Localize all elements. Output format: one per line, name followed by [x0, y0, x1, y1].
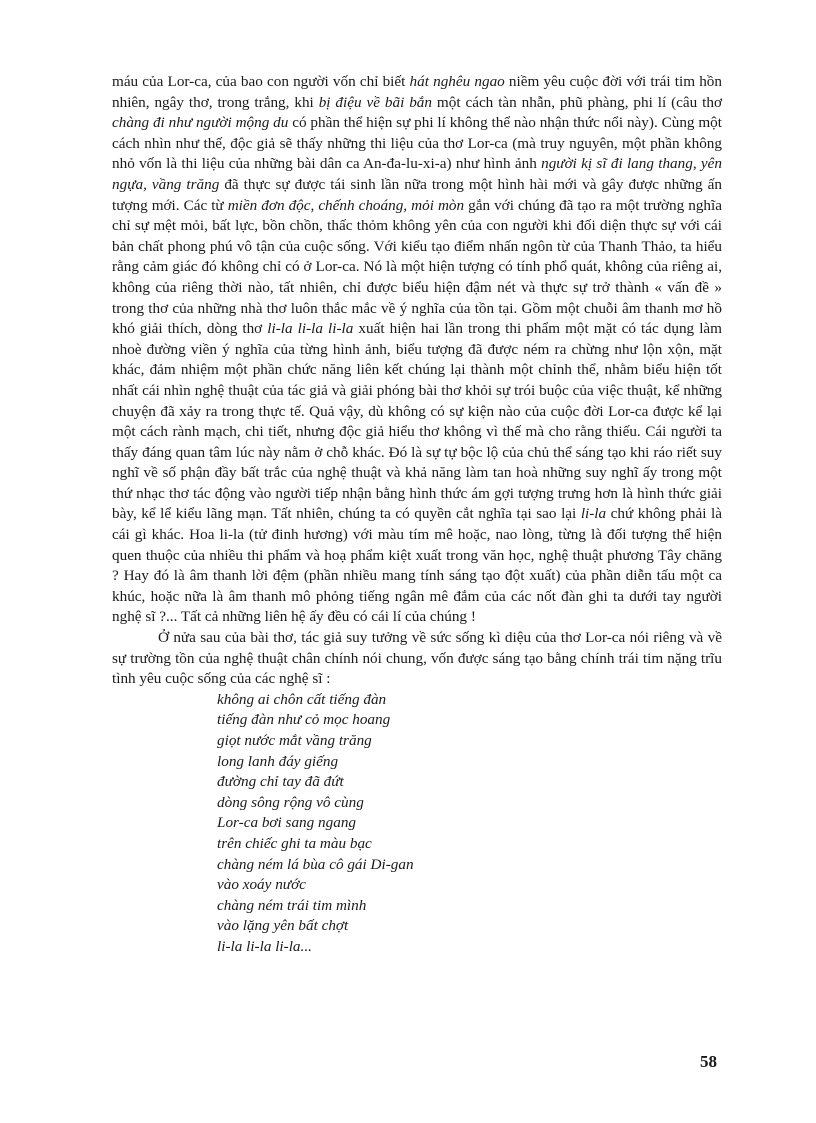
emphasis: li-la: [580, 505, 607, 523]
poem-line: không ai chôn cất tiếng đàn: [217, 690, 387, 708]
text-run: máu của Lor-ca, của bao con người vốn chỉ biết: [112, 73, 410, 90]
poem-line: tiếng đàn như cỏ mọc hoang: [217, 711, 391, 729]
poem-line: đường chỉ tay đã đứt: [217, 773, 344, 791]
poem-line: vào lặng yên bất chợt: [217, 917, 349, 935]
body-text: [112, 72, 722, 690]
emphasis: hát nghêu ngao: [409, 73, 505, 90]
poem-line: chàng ném trái tim mình: [217, 896, 367, 914]
text-run: đã thực sự được tái sinh lần nữa trong một hình hài mới và gây được những ấn tượng mới. Các từ: [112, 175, 722, 214]
text-run: một cách tàn nhẫn, phũ phàng, phi lí (câu thơ: [432, 93, 723, 111]
poem-line: dòng sông rộng vô cùng: [217, 793, 364, 811]
page-content: [112, 72, 722, 958]
poem-line: Lor-ca bơi sang ngang: [217, 814, 357, 832]
page-number: 58: [700, 1052, 717, 1071]
emphasis: người kị sĩ đi lang thang, yên ngựa, vầng trăng: [112, 155, 722, 193]
text-run: niềm yêu cuộc đời với trái tim hồn nhiên, ngây thơ, trong trắng, khi: [112, 73, 722, 111]
poem-line: vào xoáy nước: [217, 876, 306, 894]
emphasis: miền đơn độc, chếnh choáng, mỏi mòn: [227, 196, 465, 214]
emphasis: li-la li-la li-la: [267, 320, 354, 338]
paragraph-1: [112, 72, 722, 628]
text-run: xuất hiện hai lần trong thi phẩm một mặt có tác dụng làm nhoè đường viền ý nghĩa của từng hình ảnh, biểu tượng đã được ném ra chừng như lộn xộn, mặt khác, đảm nhiệm một phần chức năng liên kết chúng lại thành một chỉnh thể, nhằm biểu hiện tốt nhất cái nhìn nghệ thuật của tác giả và giải phóng bài thơ khỏi sự trói buộc của việc thuật, kể những chuyện đã xảy ra trong thực tế. Quả vậy, dù không có sự kiện nào của cuộc đời Lor-ca được kể lại một cách rành mạch, chi tiết, nhưng độc giả hiểu thơ không vì thế mà cho rằng thiếu. Cái người ta thấy đáng quan tâm lúc này nằm ở chỗ khác. Đó là sự tự bộc lộ của chủ thể sáng tạo khi ráo riết suy nghĩ về số phận đầy bất trắc của nghệ thuật và khả năng làm tan hoà những suy nghĩ ấy trong một thứ nhạc thơ tác động vào người tiếp nhận bằng hình thức ám gợi tượng trưng hơn là hình thức giải bày, kể lể kiểu lãng mạn. Tất nhiên, chúng ta có quyền cắt nghĩa tại sao lại: [112, 320, 722, 523]
poem-line: giọt nước mắt vầng trăng: [217, 732, 372, 749]
poem-block: [217, 690, 722, 958]
text-run: có phần thể hiện sự phi lí không thể nào nhận thức nổi này). Cùng một cách nhìn như thế, độc giả sẽ thấy những thi liệu của thơ Lor-ca (mà truy nguyên, một phần không nhỏ vốn là thi liệu của những bài dân ca An-đa-lu-xi-a) như hình ảnh: [112, 114, 722, 173]
text-run: chứ không phải là cái gì khác. Hoa li-la (tử đinh hương) với màu tím mê hoặc, nao lòng, từng là đối tượng thể hiện quen thuộc của nhiều thi phẩm và hoạ phẩm kiệt xuất trong văn học, nghệ thuật phương Tây chăng ? Hay đó là âm thanh lời đệm (phần nhiều mang tính sáng tạo đột xuất) của phần diễn tấu một ca khúc, hoặc nữa là âm thanh mô phỏng tiếng ngân mê đắm của các nốt đàn ghi ta dưới tay người nghệ sĩ ?... Tất cả những liên hệ ấy đều có cái lí của chúng !: [112, 505, 722, 626]
poem-line: long lanh đáy giếng: [217, 752, 339, 770]
emphasis: bị điệu về bãi bắn: [318, 93, 432, 111]
poem-line: trên chiếc ghi ta màu bạc: [217, 834, 372, 852]
emphasis: chàng đi như người mộng du: [112, 114, 289, 132]
poem-line: chàng ném lá bùa cô gái Di-gan: [217, 855, 414, 873]
poem-line: li-la li-la li-la...: [217, 937, 312, 955]
paragraph-2: Ở nửa sau của bài thơ, tác giả suy tưởng về sức sống kì diệu của thơ Lor-ca nói riêng và về sự trường tồn của nghệ thuật chân chính nói chung, vốn được sáng tạo bằng chính trái tim nặng trĩu tình yêu cuộc sống của các nghệ sĩ :: [112, 629, 722, 688]
text-run: gắn với chúng đã tạo ra một trường nghĩa chỉ sự mệt mỏi, bất lực, bồn chồn, thấc thỏm không yên của con người khi đối diện thực sự với cái bản chất phong phú vô tận của cuộc sống. Với kiểu tạo điểm nhấn ngôn từ của Thanh Thảo, ta hiểu rằng cảm giác đó không chỉ có ở Lor-ca. Nó là một hiện tượng có tính phổ quát, không của riêng ai, không của riêng thời nào, tất nhiên, chỉ được biểu hiện đậm nét và thực sự trở thành « vấn đề » trong thơ của những nhà thơ luôn thắc mắc về ý nghĩa của tồn tại. Gồm một chuỗi âm thanh mơ hồ khó giải thích, dòng thơ: [112, 196, 722, 338]
